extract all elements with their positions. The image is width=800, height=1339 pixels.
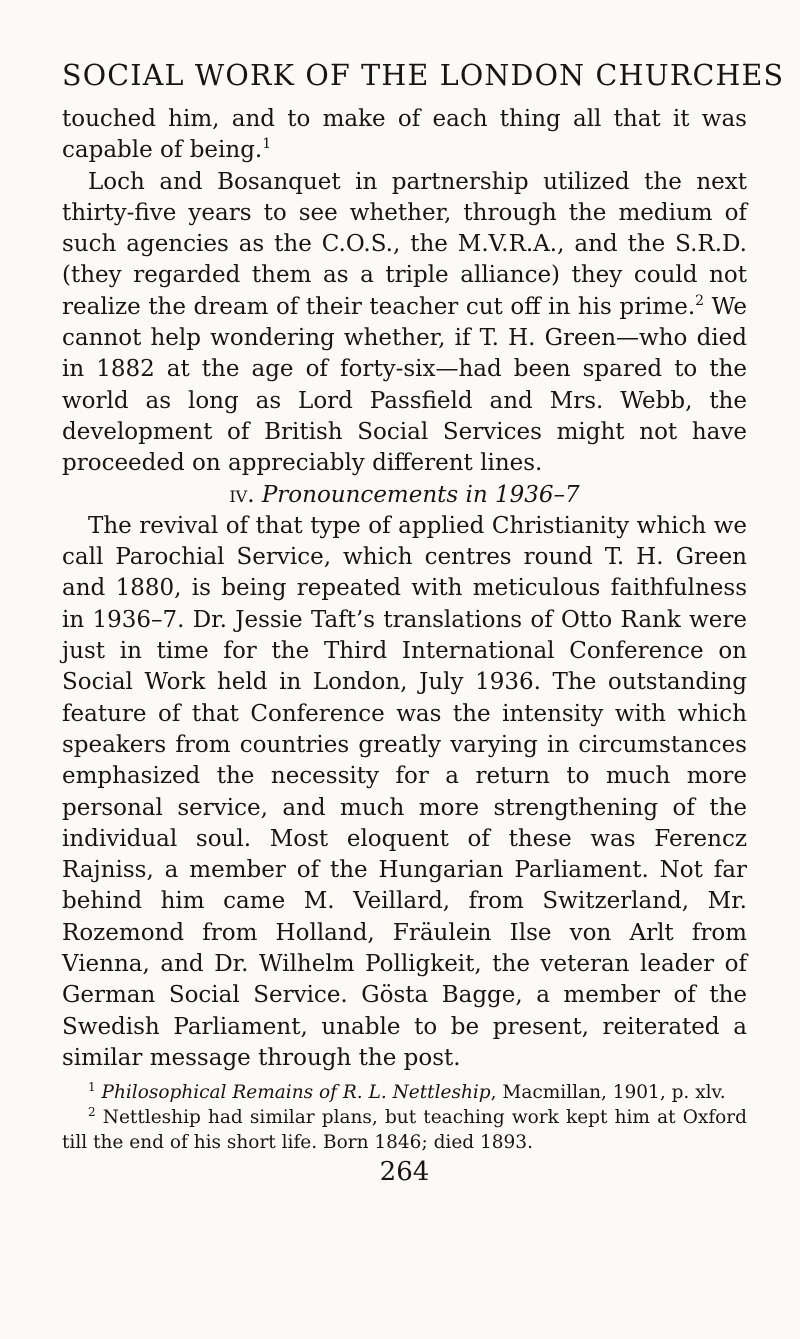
footnote-2 (62, 1105, 747, 1155)
footnote-text: , Macmillan, 1901, p. xlv. (490, 1082, 726, 1104)
footnote-ref: 1 (262, 136, 272, 153)
paragraph-loch-bosanquet (62, 167, 747, 480)
section-number: iv. (229, 481, 255, 508)
paragraph-text: We cannot help wondering whether, if T. H. Green—who died in 1882 at the age of forty-six—had been spared to the world as long as Lord Passfield and Mrs. Webb, the development of British Social Services might not have proceeded on appreciably different lines. (62, 293, 748, 477)
paragraph-text: touched him, and to make of each thing all that it was capable of being. (62, 106, 747, 164)
running-head: SOCIAL WORK OF THE LONDON CHURCHES (62, 59, 785, 92)
paragraph-revival (62, 511, 747, 1074)
footnote-1 (62, 1080, 747, 1105)
paragraph-continued (62, 104, 747, 167)
paragraph-text: The revival of that type of applied Christianity which we call Parochial Service, which centres round T. H. Green and 1880, is being repeated with meticulous faithfulness in 1936–7. Dr. Jessie Taft’s translations of Otto Rank were just in time for the Third International Conference on Social Work held in London, July 1936. The outstanding feature of that Conference was the intensity with which speakers from countries greatly varying in circumstances emphasized the necessity for a return to much more personal service, and much more strengthening of the individual soul. Most eloquent of these was Ferencz Rajniss, a member of the Hungarian Parliament. Not far behind him came M. Veillard, from Switzerland, Mr. Rozemond from Holland, Fräulein Ilse von Arlt from Vienna, and Dr. Wilhelm Polligkeit, the veteran leader of German Social Service. Gösta Bagge, a member of the Swedish Parliament, unable to be present, reiterated a similar message through the post. (62, 512, 747, 1071)
footnote-mark: 2 (88, 1105, 96, 1120)
footnotes (62, 1080, 747, 1155)
paragraph-text: Loch and Bosanquet in partnership utilized the next thirty-five years to see whether, through the medium of such agencies as the C.O.S., the M.V.R.A., and the S.R.D. (they regarded them as a triple alliance) they could not realize the dream of their teacher cut off in his prime. (62, 168, 747, 320)
footnote-ref: 2 (695, 292, 705, 309)
footnote-text: Nettleship had similar plans, but teaching work kept him at Oxford till the end of his short life. Born 1846; died 1893. (62, 1107, 747, 1154)
footnote-mark: 1 (88, 1080, 96, 1095)
section-heading (62, 480, 747, 511)
book-page (62, 59, 785, 1188)
footnote-book-title: Philosophical Remains of R. L. Nettleship (101, 1082, 491, 1104)
page-number: 264 (379, 1157, 430, 1188)
section-title: Pronouncements in 1936–7 (261, 481, 580, 508)
